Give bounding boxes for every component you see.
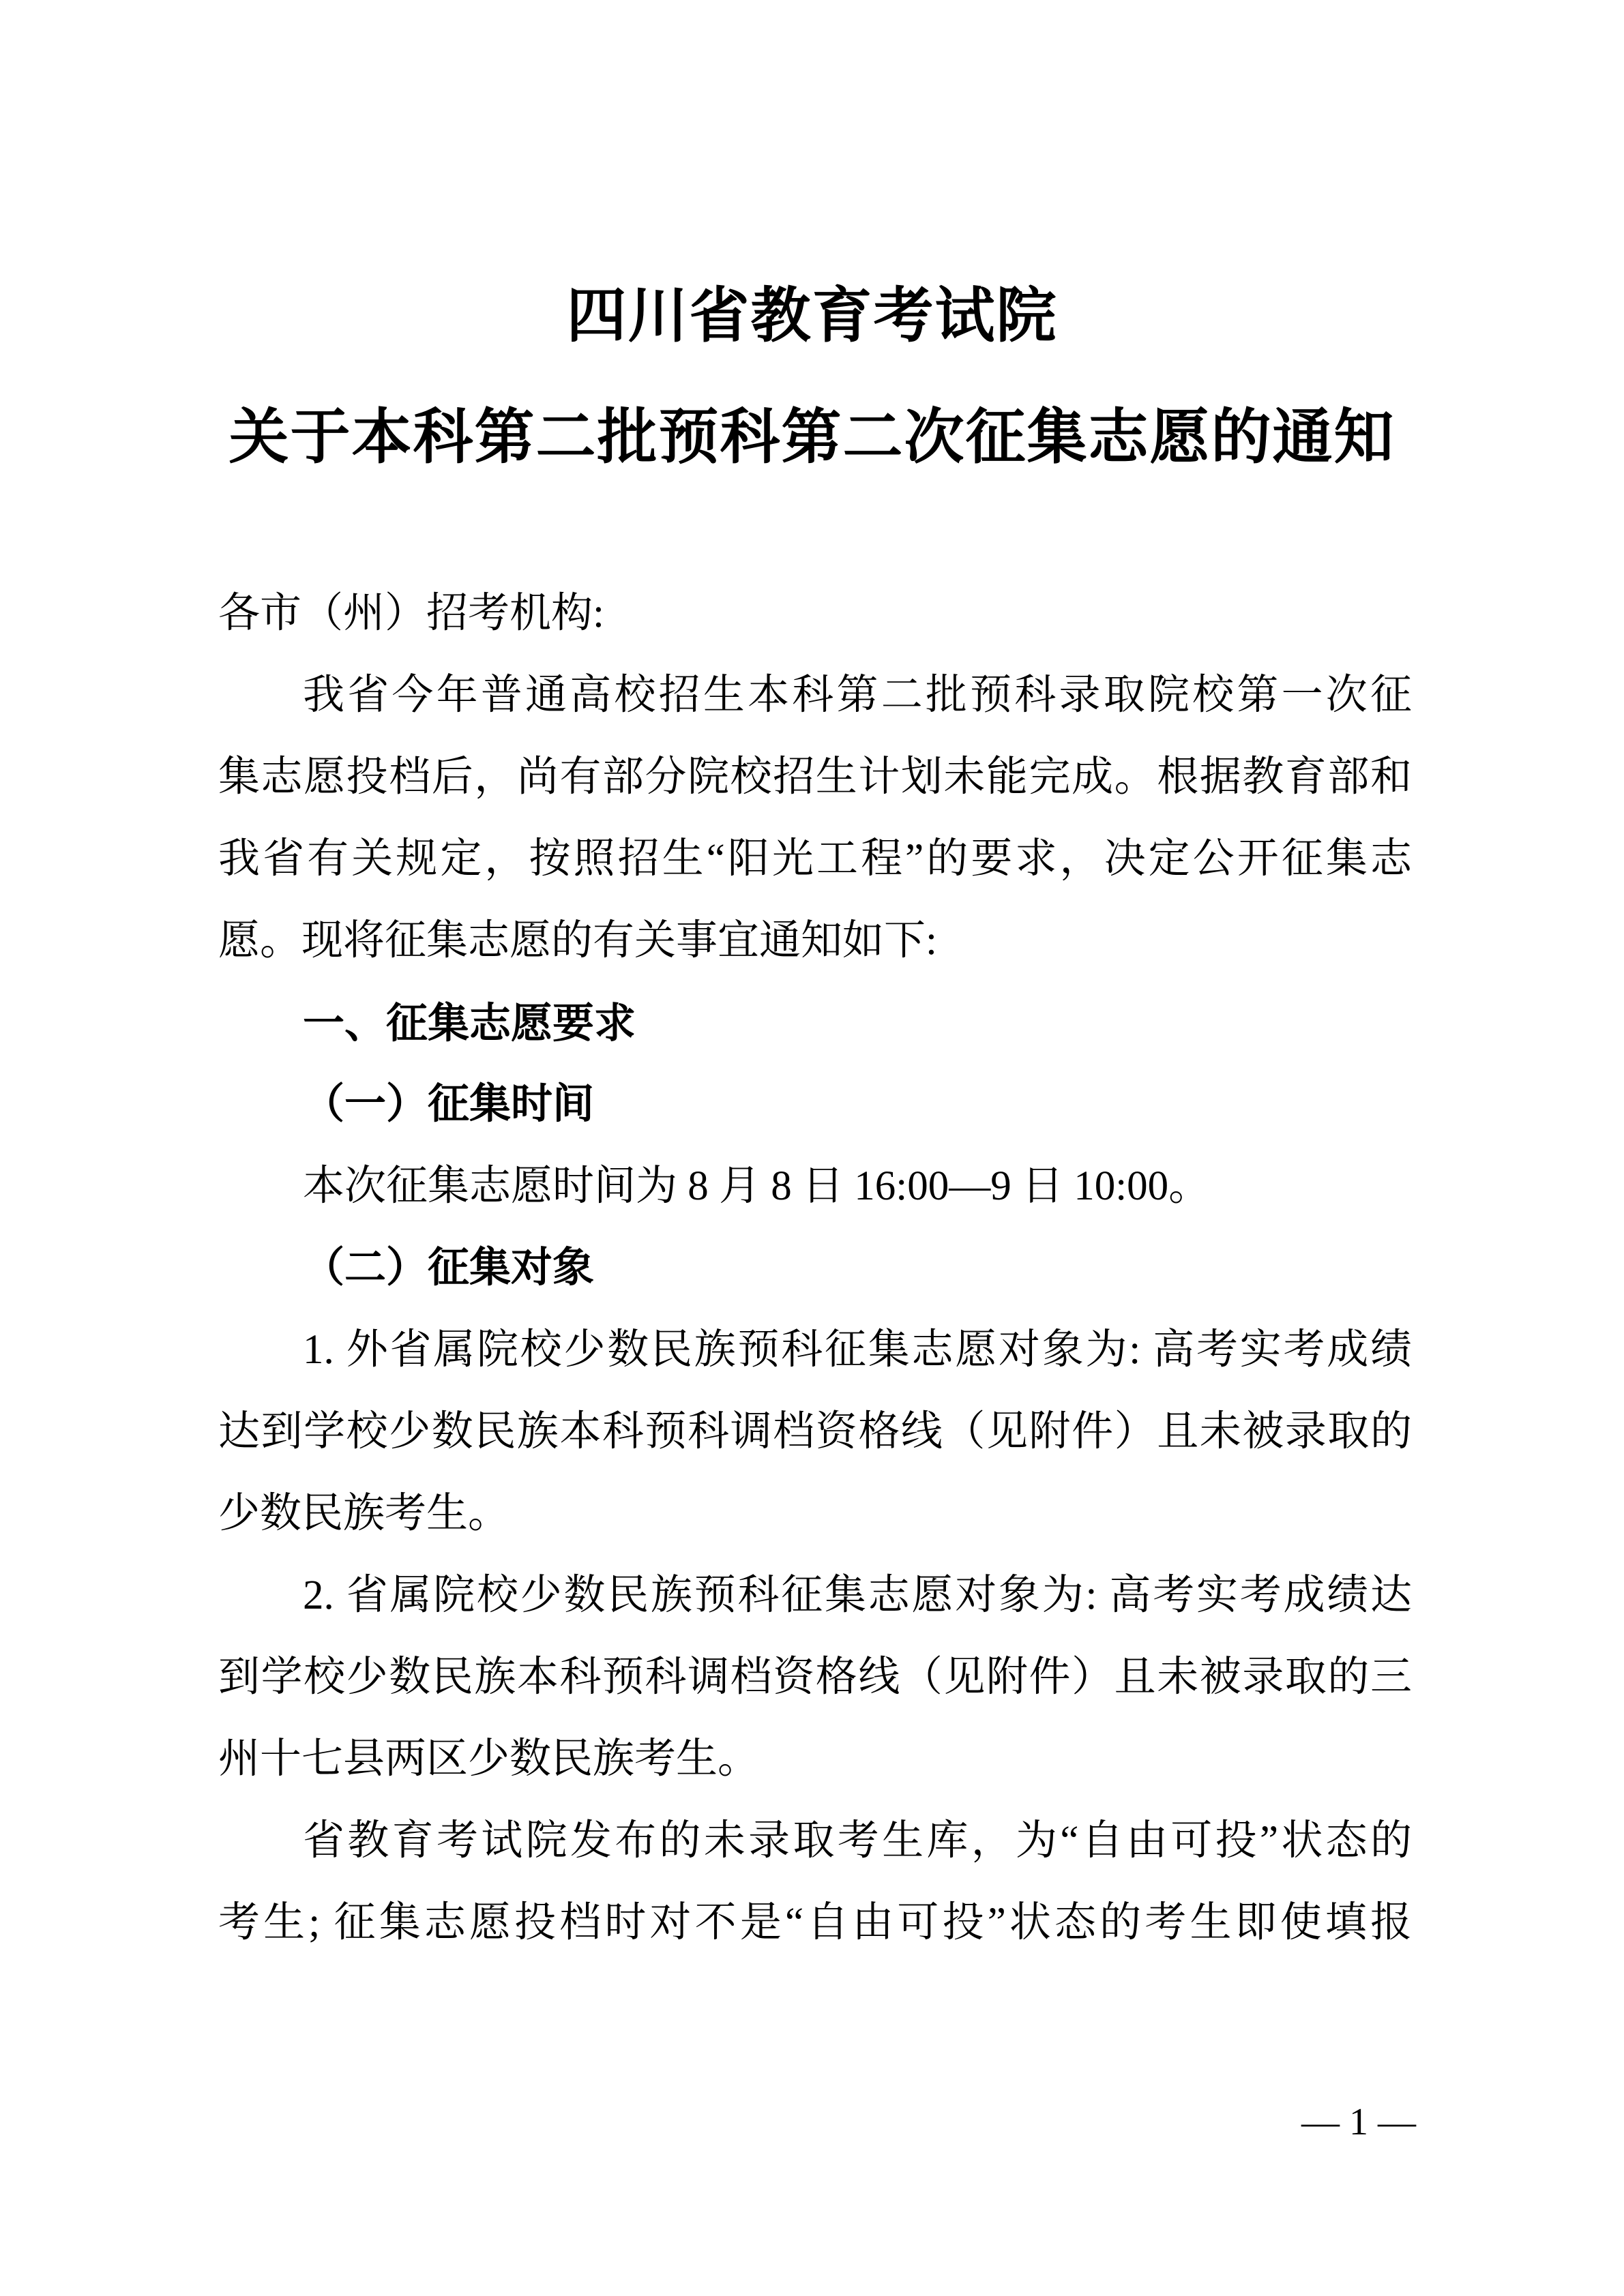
paragraph-line: 我省今年普通高校招生本科第二批预科录取院校第一次征 (303, 672, 1412, 718)
subsection-heading-1-2: （二）征集对象 (303, 1245, 595, 1291)
paragraph-line: 愿。现将征集志愿的有关事宜通知如下: (218, 918, 937, 964)
section-heading-1: 一、征集志愿要求 (303, 1000, 636, 1046)
document-title-line1: 四川省教育考试院 (566, 284, 1058, 350)
paragraph-line: 2. 省属院校少数民族预科征集志愿对象为: 高考实考成绩达 (303, 1572, 1412, 1618)
page-number: — 1 — (1301, 2101, 1416, 2143)
paragraph-line: 集志愿投档后，尚有部分院校招生计划未能完成。根据教育部和 (218, 754, 1412, 800)
document-title-line2: 关于本科第二批预科第二次征集志愿的通知 (228, 405, 1396, 471)
paragraph-line: 达到学校少数民族本科预科调档资格线（见附件）且未被录取的 (218, 1409, 1412, 1455)
paragraph-line: 考生; 征集志愿投档时对不是“自由可投”状态的考生即使填报 (218, 1900, 1412, 1945)
document-body (218, 573, 1412, 1964)
paragraph-line: 到学校少数民族本科预科调档资格线（见附件）且未被录取的三 (218, 1654, 1412, 1700)
paragraph-line: 州十七县两区少数民族考生。 (218, 1736, 760, 1782)
paragraph-line: 我省有关规定，按照招生“阳光工程”的要求，决定公开征集志 (218, 836, 1412, 882)
paragraph-line: 少数民族考生。 (218, 1491, 510, 1536)
paragraph-line: 本次征集志愿时间为 8 月 8 日 16:00—9 日 10:00。 (303, 1163, 1211, 1209)
salutation-line: 各市（州）招考机构: (218, 591, 604, 636)
paragraph-line: 1. 外省属院校少数民族预科征集志愿对象为: 高考实考成绩 (303, 1327, 1412, 1373)
paragraph-line: 省教育考试院发布的未录取考生库，为“自由可投”状态的 (303, 1818, 1412, 1864)
subsection-heading-1-1: （一）征集时间 (303, 1082, 595, 1127)
